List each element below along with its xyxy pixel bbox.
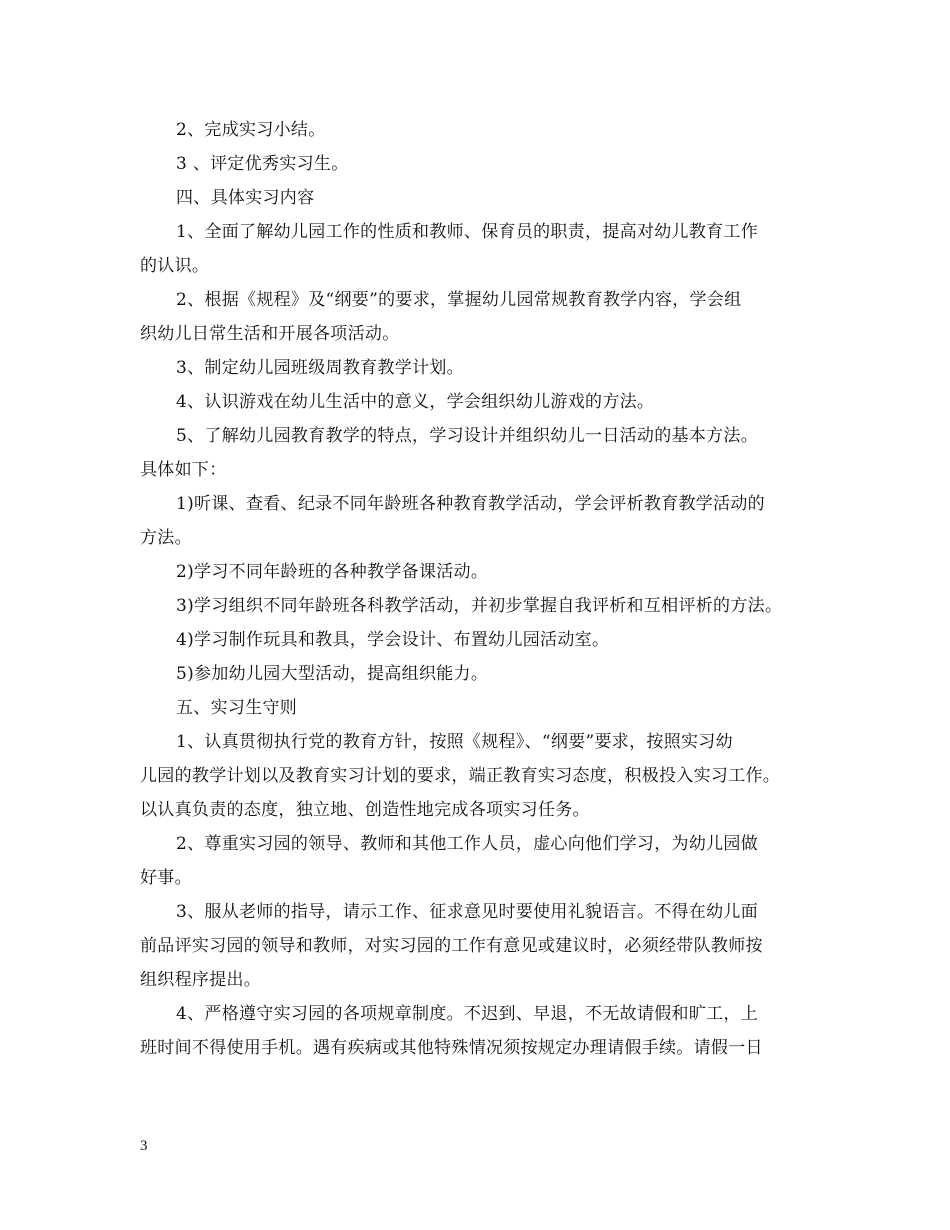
text-line: 4、严格遵守实习园的各项规章制度。不迟到、早退，不无故请假和旷工，上	[176, 1004, 759, 1024]
text-line: 以认真负责的态度，独立地、创造性地完成各项实习任务。	[140, 800, 590, 820]
text-line: 1)听课、查看、纪录不同年龄班各种教育教学活动，学会评析教育教学活动的	[176, 494, 765, 514]
text-line: 1、认真贯彻执行党的教育方针，按照《规程》、“纲要”要求，按照实习幼	[176, 732, 733, 752]
text-line: 儿园的教学计划以及教育实习计划的要求，端正教育实习态度，积极投入实习工作。	[140, 766, 781, 786]
text-line: 织幼儿日常生活和开展各项活动。	[140, 324, 400, 344]
text-line: 五、实习生守则	[176, 698, 298, 718]
text-line: 前品评实习园的领导和教师，对实习园的工作有意见或建议时，必须经带队教师按	[140, 936, 763, 956]
text-line: 3 、评定优秀实习生。	[176, 154, 349, 174]
text-line: 5)参加幼儿园大型活动，提高组织能力。	[176, 664, 489, 684]
text-line: 3)学习组织不同年龄班各科教学活动，并初步掌握自我评析和互相评析的方法。	[176, 596, 783, 616]
text-line: 5、了解幼儿园教育教学的特点，学习设计并组织幼儿一日活动的基本方法。	[176, 426, 759, 446]
text-line: 2、尊重实习园的领导、教师和其他工作人员，虚心向他们学习，为幼儿园做	[176, 834, 759, 854]
text-line: 3、制定幼儿园班级周教育教学计划。	[176, 358, 464, 378]
text-line: 2、完成实习小结。	[176, 120, 326, 140]
text-line: 方法。	[140, 528, 192, 548]
text-line: 4)学习制作玩具和教具，学会设计、布置幼儿园活动室。	[176, 630, 610, 650]
document-body	[140, 113, 830, 1065]
text-line: 4、认识游戏在幼儿生活中的意义，学会组织幼儿游戏的方法。	[176, 392, 655, 412]
text-line: 2、根据《规程》及“纲要”的要求，掌握幼儿园常规教育教学内容，学会组	[176, 290, 742, 310]
text-line: 1、全面了解幼儿园工作的性质和教师、保育员的职责，提高对幼儿教育工作	[176, 222, 759, 242]
text-line: 组织程序提出。	[140, 970, 262, 990]
page-number: 3	[140, 1138, 148, 1154]
text-line: 2)学习不同年龄班的各种教学备课活动。	[176, 562, 489, 582]
text-line: 好事。	[140, 868, 192, 888]
text-line: 3、服从老师的指导，请示工作、征求意见时要使用礼貌语言。不得在幼儿面	[176, 902, 759, 922]
text-line: 的认识。	[140, 256, 210, 276]
text-line: 四、具体实习内容	[176, 188, 315, 208]
text-line: 班时间不得使用手机。遇有疾病或其他特殊情况须按规定办理请假手续。请假一日	[140, 1038, 763, 1058]
text-line: 具体如下：	[140, 460, 227, 480]
